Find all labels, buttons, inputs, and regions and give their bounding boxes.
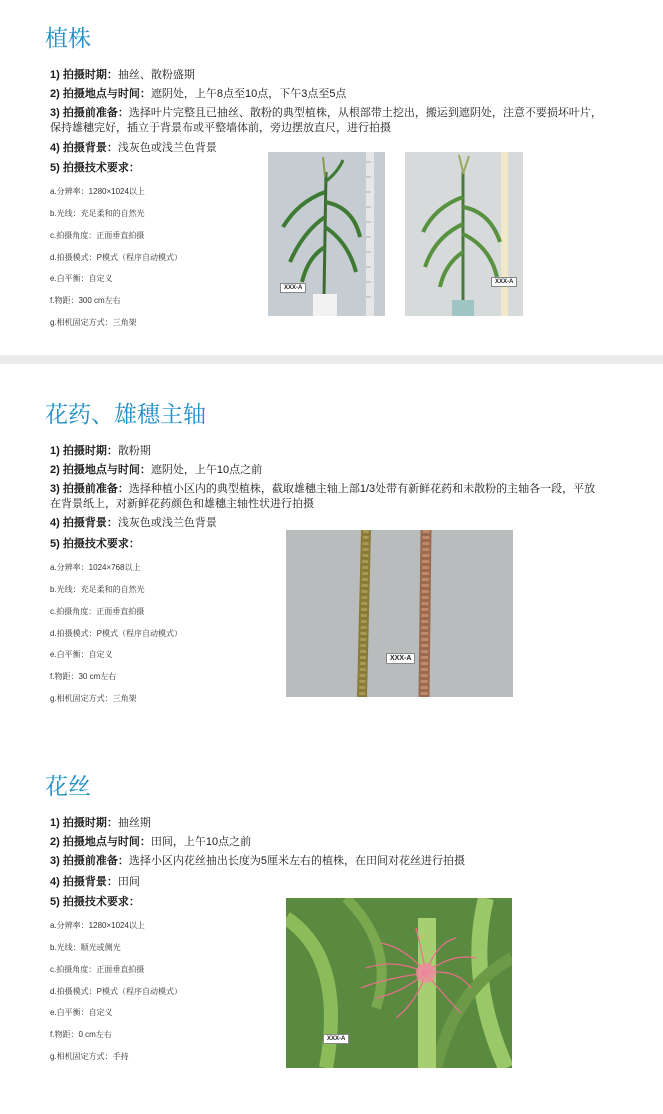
- sample-tag: XXX-A: [386, 653, 415, 664]
- section-plant: [0, 0, 663, 355]
- item-location: 2) 拍摄地点与时间：遮阴处，上午8点至10点，下午3点至5点: [50, 88, 347, 100]
- item-tech-heading: 5) 拍摄技术要求：: [50, 538, 140, 550]
- silk-photo: [286, 898, 512, 1068]
- tech-mount: g.相机固定方式：手持: [50, 1052, 129, 1061]
- tech-distance: f.物距：0 cm左右: [50, 1030, 112, 1039]
- tech-mode: d.拍摄模式：P模式（程序自动模式）: [50, 253, 183, 262]
- item-background: 4) 拍摄背景：浅灰色或浅兰色背景: [50, 517, 217, 529]
- section-anther: [0, 364, 663, 744]
- item-preparation: 3) 拍摄前准备：选择叶片完整且已抽丝、散粉的典型植株，从根部带土挖出，搬运到遮阴处，注意不要损坏叶片，保持雄穗完好，插立于背景布或平整墙体前，旁边摆放直尺，进行拍摄: [50, 107, 602, 134]
- section-title: 花丝: [45, 774, 91, 800]
- sample-tag: XXX-A: [491, 277, 517, 287]
- tech-mount: g.相机固定方式：三角架: [50, 318, 137, 327]
- item-period: 1) 拍摄时期：散粉期: [50, 445, 151, 457]
- tech-white-balance: e.白平衡：自定义: [50, 274, 113, 283]
- tech-resolution: a.分辨率：1280×1024以上: [50, 187, 145, 196]
- item-location: 2) 拍摄地点与时间：遮阴处，上午10点之前: [50, 464, 263, 476]
- plant-photo-right: [405, 152, 523, 316]
- tech-light: b.光线：充足柔和的自然光: [50, 209, 145, 218]
- plant-photo-left: [268, 152, 385, 316]
- tech-angle: c.拍摄角度：正面垂直拍摄: [50, 231, 145, 240]
- section-title: 植株: [45, 26, 91, 52]
- tech-resolution: a.分辨率：1280×1024以上: [50, 921, 145, 930]
- corn-plant-illustration: [405, 152, 523, 316]
- tech-angle: c.拍摄角度：正面垂直拍摄: [50, 965, 145, 974]
- section-divider: [0, 355, 663, 364]
- tech-light: b.光线：顺光或侧光: [50, 943, 121, 952]
- section-title: 花药、雄穗主轴: [45, 402, 206, 428]
- tech-mount: g.相机固定方式：三角架: [50, 694, 137, 703]
- section-silk: [0, 744, 663, 1114]
- tech-resolution: a.分辨率：1024×768以上: [50, 563, 141, 572]
- silk-illustration: [286, 898, 512, 1068]
- tech-light: b.光线：充足柔和的自然光: [50, 585, 145, 594]
- sample-tag: XXX-A: [280, 283, 306, 293]
- tech-distance: f.物距：300 cm左右: [50, 296, 121, 305]
- tech-mode: d.拍摄模式：P模式（程序自动模式）: [50, 987, 183, 996]
- item-background: 4) 拍摄背景：田间: [50, 876, 140, 888]
- tassel-illustration: [286, 530, 513, 697]
- item-tech-heading: 5) 拍摄技术要求：: [50, 896, 140, 908]
- item-period: 1) 拍摄时期：抽丝、散粉盛期: [50, 69, 195, 81]
- sample-tag: XXX-A: [323, 1034, 349, 1044]
- item-period: 1) 拍摄时期：抽丝期: [50, 817, 151, 829]
- item-location: 2) 拍摄地点与时间：田间，上午10点之前: [50, 836, 252, 848]
- tech-angle: c.拍摄角度：正面垂直拍摄: [50, 607, 145, 616]
- anther-photo: [286, 530, 513, 697]
- tech-white-balance: e.白平衡：自定义: [50, 1008, 113, 1017]
- tech-distance: f.物距：30 cm左右: [50, 672, 117, 681]
- tech-mode: d.拍摄模式：P模式（程序自动模式）: [50, 629, 183, 638]
- item-preparation: 3) 拍摄前准备：选择小区内花丝抽出长度为5厘米左右的植株，在田间对花丝进行拍摄: [50, 855, 465, 867]
- item-background: 4) 拍摄背景：浅灰色或浅兰色背景: [50, 142, 217, 154]
- tech-white-balance: e.白平衡：自定义: [50, 650, 113, 659]
- item-tech-heading: 5) 拍摄技术要求：: [50, 162, 140, 174]
- item-preparation: 3) 拍摄前准备：选择种植小区内的典型植株，截取雄穗主轴上部1/3处带有新鲜花药和未散粉的主轴各一段，平放在背景纸上，对新鲜花药颜色和雄穗主轴性状进行拍摄: [50, 483, 596, 510]
